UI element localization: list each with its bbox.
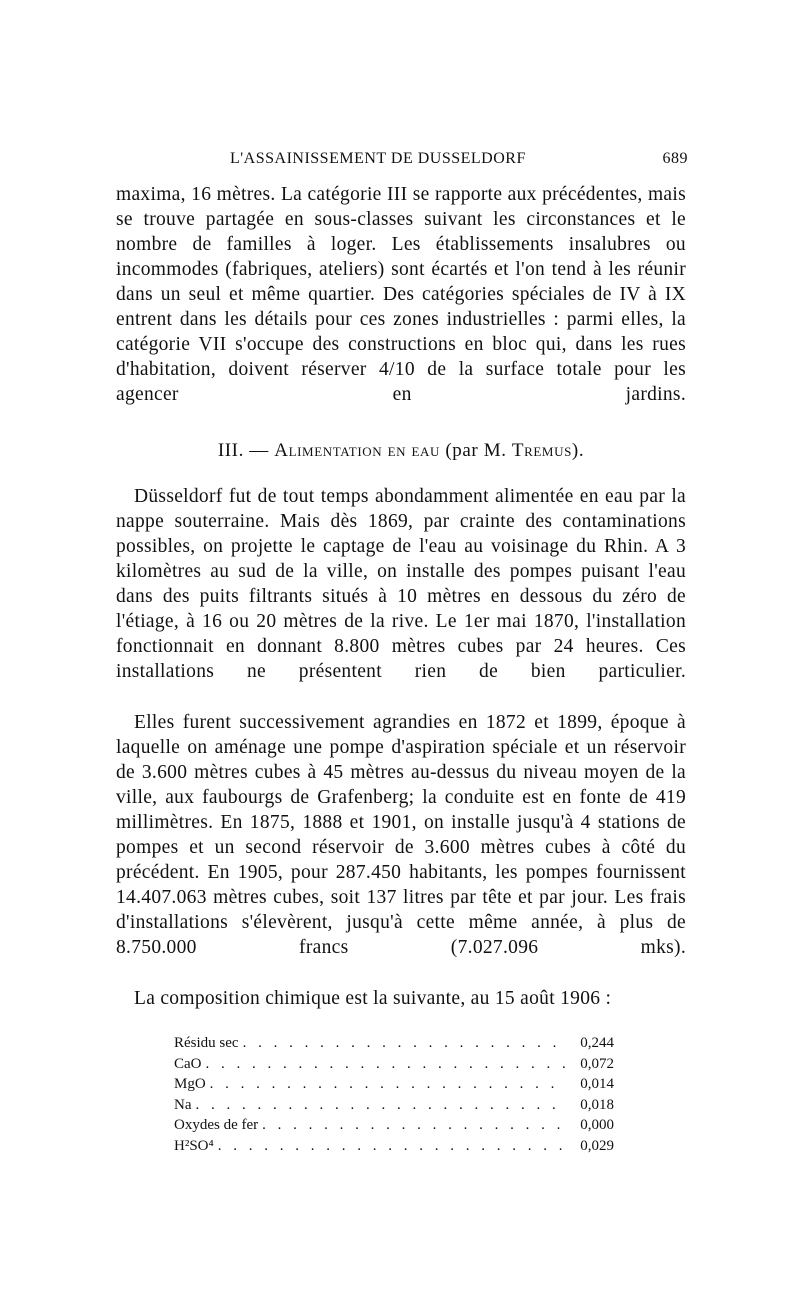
table-row	[174, 1074, 614, 1095]
dot-leader	[218, 1136, 566, 1157]
section-heading	[116, 440, 686, 462]
dot-leader	[206, 1054, 567, 1075]
row-label: H²SO⁴	[174, 1137, 214, 1154]
paragraph-water-expansion: Elles furent successivement agrandies en 1872 et 1899, époque à laquelle on aménage une pompe d'aspiration spéciale et un réservoir de 3.600 mètres cubes à 45 mètres au-dessus du niveau moyen de la ville, aux faubourgs de Grafenberg; la conduite est en fonte de 419 millimètres. En 1875, 1888 et 1901, on installe jusqu'à 4 stations de pompes et un second réservoir de 3.600 mètres cubes à côté du précédent. En 1905, pour 287.450 habitants, les pompes fournissent 14.407.063 mètres cubes, soit 137 litres par tête et par jour. Les frais d'installations s'élevèrent, jusqu'à cette même année, à plus de 8.750.000 francs (7.027.096 mks).	[116, 712, 686, 958]
row-label: Na	[174, 1096, 192, 1113]
row-label: CaO	[174, 1055, 202, 1072]
row-value: 0,029	[580, 1137, 614, 1154]
row-value: 0,244	[580, 1035, 614, 1051]
row-label: MgO	[174, 1076, 206, 1092]
paragraph-composition-intro: La composition chimique est la suivante, au 15 août 1906 :	[134, 988, 612, 1009]
table-row	[174, 1054, 614, 1075]
table-row	[174, 1115, 614, 1136]
table-row	[174, 1095, 614, 1116]
dot-leader	[210, 1074, 566, 1095]
row-value: 0,018	[580, 1096, 614, 1113]
row-label: Oxydes de fer	[174, 1117, 259, 1133]
row-value: 0,014	[580, 1076, 614, 1092]
table-row	[174, 1033, 614, 1054]
row-value: 0,072	[580, 1055, 614, 1072]
table-row	[174, 1136, 614, 1157]
section-author-prefix: (par M.	[445, 440, 507, 461]
dot-leader	[243, 1033, 566, 1054]
section-heading-closing: ).	[571, 440, 585, 461]
page-number: 689	[662, 150, 688, 167]
row-label: Résidu sec	[174, 1035, 239, 1051]
running-title: L'ASSAINISSEMENT DE DUSSELDORF	[230, 150, 526, 167]
paragraph-zoning: maxima, 16 mètres. La catégorie III se rapporte aux précédentes, mais se trouve partagée en sous-classes suivant les circonstances et le nombre de familles à loger. Les établissements insalubres ou incommodes (fabriques, ateliers) sont écartés et l'on tend à les réunir dans un seul et même quartier. Des catégories spéciales de IV à IX entrent dans les détails pour ces zones industrielles : parmi elles, la catégorie VII s'occupe des constructions en bloc qui, dans les rues d'habitation, doivent réserver 4/10 de la surface totale pour les agencer en jardins.	[116, 184, 686, 405]
section-title: Alimentation en eau	[274, 440, 440, 461]
paragraph-water-history: Düsseldorf fut de tout temps abondamment alimentée en eau par la nappe souterraine. Mais dès 1869, par crainte des contaminations possibles, on projette le captage de l'eau au voisinage du Rhin. A 3 kilomètres au sud de la ville, on installe des pompes puisant l'eau dans des puits filtrants situés à 10 mètres en dessous du zéro de l'étiage, à 16 ou 20 mètres de la rive. Le 1er mai 1870, l'installation fonctionnait en donnant 8.800 mètres cubes par 24 heures. Ces installations ne présentent rien de bien particulier.	[116, 486, 686, 682]
page-header	[116, 150, 686, 174]
book-page	[116, 0, 686, 1304]
row-value: 0,000	[580, 1117, 614, 1133]
composition-table	[174, 1033, 614, 1156]
dot-leader	[262, 1115, 566, 1136]
dot-leader	[196, 1095, 567, 1116]
section-author: Tremus	[511, 440, 572, 461]
section-number: III. —	[217, 440, 269, 461]
